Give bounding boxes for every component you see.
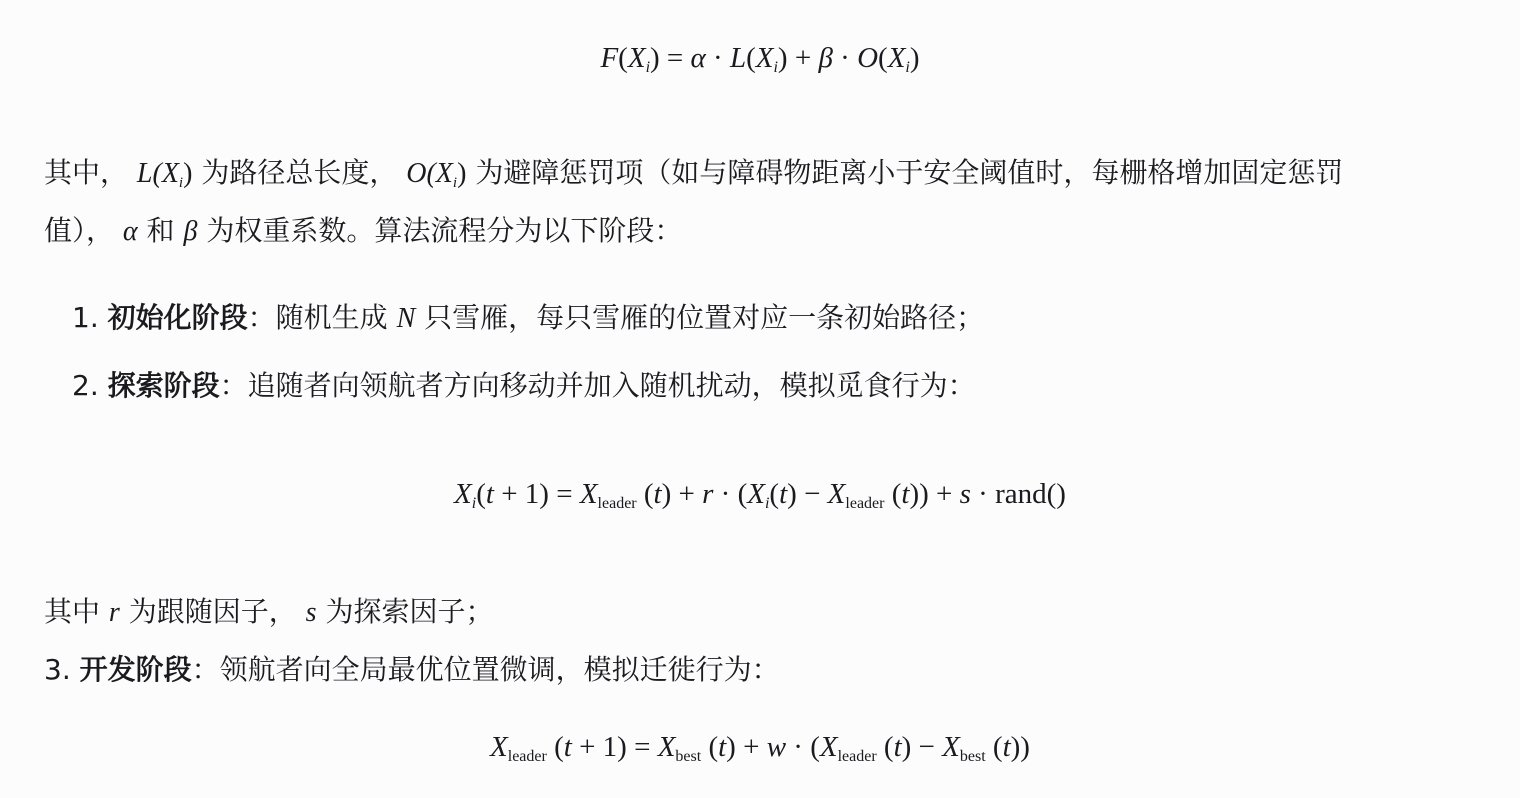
math-alpha: α bbox=[122, 216, 138, 247]
intro-line-1: 其中， $L(X_i)$ 为路径总长度， $O(X_i)$ 为避障惩罚项（如与障碍物距离小于安全阈值时，每栅格增加固定惩罚 bbox=[44, 156, 1344, 191]
intro-paragraph bbox=[44, 144, 1484, 260]
step-1: 1. 初始化阶段：随机生成 N 只雪雁，每只雪雁的位置对应一条初始路径； bbox=[72, 301, 985, 334]
intro-line-2: 值）， α 和 β 为权重系数。算法流程分为以下阶段： bbox=[44, 214, 683, 247]
equation-explore: $X_i(t + 1) = X_{leader}$ $(t) + r \cdot (X_i(t) - X_{leader}$ (t)) + s · rand() bbox=[454, 478, 1066, 512]
note-line: 其中 r 为跟随因子， s 为探索因子； bbox=[44, 595, 494, 628]
step-2-title: 探索阶段 bbox=[107, 369, 220, 402]
step-2: 2. 探索阶段：追随者向领航者方向移动并加入随机扰动，模拟觅食行为： bbox=[72, 369, 976, 402]
step-1-title: 初始化阶段 bbox=[107, 301, 248, 334]
step-3-title: 开发阶段 bbox=[79, 653, 192, 686]
equation-fitness: $F(X_i) = \alpha \cdot L(X_i) + \beta \cdot O(X_i)$ bbox=[600, 42, 920, 76]
math-r: r bbox=[108, 597, 120, 628]
equation-exploit: $X_{leader}$ $(t + 1) = X_{best}$ $(t) + w \cdot (X_{leader}$ $(t) - X_{best}$ (t)) bbox=[490, 731, 1030, 765]
step-3: 3. 开发阶段：领航者向全局最优位置微调，模拟迁徙行为： bbox=[44, 653, 780, 686]
math-s: s bbox=[305, 597, 317, 628]
math-N: N bbox=[396, 303, 416, 334]
math-L: $L(X_i)$ bbox=[136, 158, 193, 191]
math-beta: β bbox=[183, 216, 198, 247]
math-O: $O(X_i)$ bbox=[406, 158, 467, 191]
